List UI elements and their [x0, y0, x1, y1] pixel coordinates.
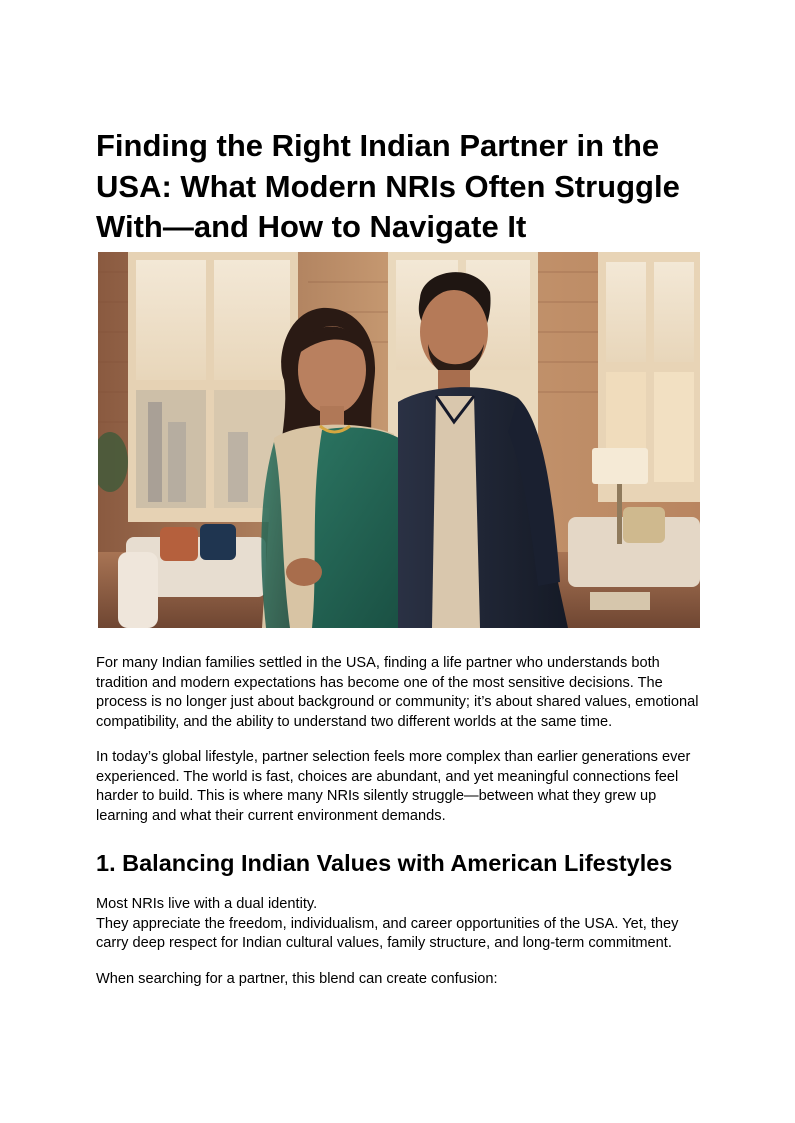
hero-photo-couple [98, 252, 700, 628]
intro-paragraph-2: In today’s global lifestyle, partner selection feels more complex than earlier generations ever experienced. The world is fast, choices are abundant, and yet meaningful connections feel harder to build. This is where many NRIs silently struggle—between what they grew up learning and what their current environment demands. [96, 749, 691, 824]
section-1-intro [96, 895, 706, 954]
section-1-intro-line-2: They appreciate the freedom, individualism, and career opportunities of the USA. Yet, they carry deep respect for Indian cultural values, family structure, and long-term commitment. [96, 915, 679, 951]
section-heading-1: 1. Balancing Indian Values with American Lifestyles [96, 850, 673, 876]
intro-paragraph-1: For many Indian families settled in the USA, finding a life partner who understands both tradition and modern expectations has become one of the most sensitive decisions. The process is no longer just about background or community; it’s about shared values, emotional compatibility, and the ability to understand two different worlds at the same time. [96, 655, 699, 730]
article-title: Finding the Right Indian Partner in the USA: What Modern NRIs Often Struggle With—and How to Navigate It [96, 128, 680, 244]
section-1-lead: When searching for a partner, this blend can create confusion: [96, 971, 498, 987]
section-1-intro-line-1: Most NRIs live with a dual identity. [96, 896, 318, 912]
